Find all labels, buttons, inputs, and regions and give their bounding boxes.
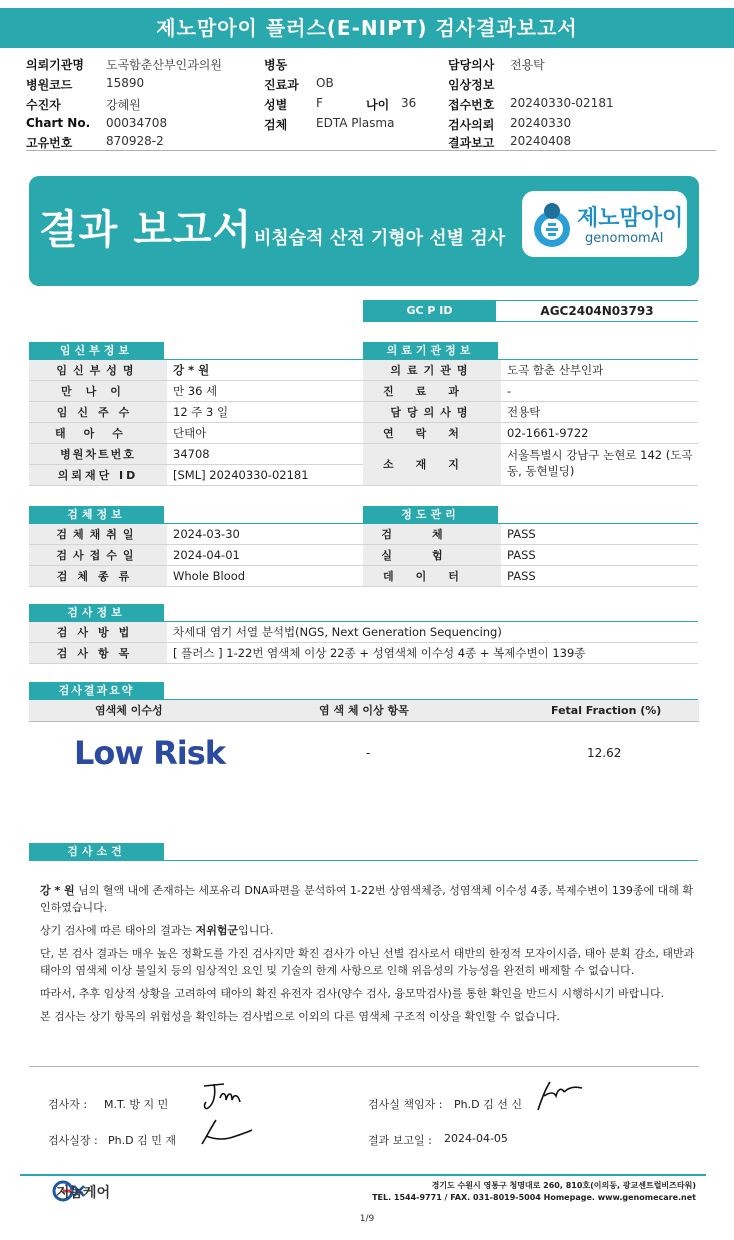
page-number: 1/9	[359, 1214, 375, 1224]
meta-label: 병원코드	[26, 78, 73, 92]
section-pregnant-info: 임신부정보	[29, 342, 164, 360]
row-label: 검사방법	[29, 622, 167, 642]
meta-value: EDTA Plasma	[316, 116, 395, 130]
opinion-p1: 님의 혈액 내에 존재하는 세포유리 DNA파편을 분석하여 1-22번 상염색체증, 성염색체 이수성 4종, 복제수변이 139종에 대해 확인하였습니다.	[40, 884, 693, 914]
section-opinion: 검사소견	[29, 843, 164, 861]
logo-text-kr: 제노맘아이	[577, 206, 684, 231]
header-fetal-fraction: Fetal Fraction (%)	[551, 704, 662, 717]
result-banner	[29, 176, 699, 286]
meta-value: F	[316, 96, 323, 110]
section-summary: 검사결과요약	[29, 682, 164, 700]
summary-header	[29, 700, 699, 722]
row-label: 검체종류	[29, 566, 167, 586]
header-aneuploidy: 염색체 이수성	[95, 704, 163, 717]
meta-label: 접수번호	[448, 98, 495, 112]
meta-divider	[26, 150, 716, 151]
table-row	[29, 423, 363, 444]
meta-value: 36	[401, 96, 417, 110]
banner-title: 결과 보고서	[39, 207, 253, 253]
row-value: 만 36 세	[173, 384, 218, 398]
row-value: 02-1661-9722	[507, 426, 589, 440]
row-label: 실험	[363, 545, 501, 565]
opinion-text	[40, 882, 700, 1031]
tester-signature	[200, 1080, 244, 1114]
row-label: 검체채취일	[29, 524, 167, 544]
row-value: 2024-04-01	[173, 548, 240, 562]
table-row	[363, 423, 698, 444]
table-row	[363, 360, 698, 381]
opinion-p2-post: 입니다.	[238, 924, 274, 937]
section-qc: 정도관리	[363, 506, 498, 524]
meta-label: 결과보고	[448, 136, 495, 150]
table-row	[363, 566, 698, 587]
row-label: 의뢰재단 ID	[29, 465, 167, 485]
row-label: 진료과	[363, 381, 501, 401]
banner-subtitle: 비침습적 산전 기형아 선별 검사	[254, 228, 506, 249]
row-value: [SML] 20240330-02181	[173, 468, 309, 482]
meta-label: 고유번호	[26, 136, 73, 150]
table-row	[29, 622, 698, 643]
meta-value: 00034708	[106, 116, 168, 130]
row-value: 34708	[173, 447, 210, 461]
gcpid-label: GC P ID	[363, 300, 496, 322]
opinion-p2-bold: 저위험군	[195, 924, 239, 937]
row-value: 전용탁	[507, 405, 541, 419]
meta-value: 전용탁	[510, 58, 545, 72]
meta-value: 20240330	[510, 116, 572, 130]
row-value: [ 플러스 ] 1-22번 염색체 이상 22종 + 성염색체 이수성 4종 + 복제수변이 139종	[173, 646, 586, 660]
meta-label: 검체	[264, 118, 288, 132]
meta-label: Chart No.	[26, 116, 91, 130]
meta-label: 의뢰기관명	[26, 58, 84, 72]
section-underline	[29, 860, 698, 861]
logo-text-en: genomomAI	[585, 231, 664, 246]
row-label: 병원차트번호	[29, 444, 167, 464]
report-title: 제노맘아이 플러스(E-NIPT) 검사결과보고서	[0, 8, 734, 48]
meta-value: 20240330-02181	[510, 96, 614, 110]
row-value: 도곡 함춘 산부인과	[507, 363, 604, 377]
section-specimen-info: 검체정보	[29, 506, 164, 524]
lab-chief-label: 검사실장 :	[48, 1134, 98, 1147]
gcpid-value: AGC2404N03793	[496, 300, 698, 322]
report-date-value: 2024-04-05	[444, 1132, 508, 1145]
row-value: 서울특별시 강남구 논현로 142 (도곡	[507, 448, 693, 462]
risk-result: Low Risk	[74, 734, 226, 772]
genomom-logo	[522, 191, 687, 257]
row-label: 소재지	[363, 444, 501, 485]
section-institution-info: 의료기관정보	[363, 342, 498, 360]
row-label: 연락처	[363, 423, 501, 443]
fetal-fraction-value: 12.62	[587, 746, 622, 760]
row-value: 차세대 염기 서열 분석법(NGS, Next Generation Sequencing)	[173, 625, 502, 639]
meta-value: 강혜원	[106, 98, 141, 112]
row-label: 검체	[363, 524, 501, 544]
row-value: PASS	[507, 548, 536, 562]
row-value: 동, 동현빌딩)	[507, 464, 575, 478]
table-row	[29, 381, 363, 402]
footer-address-line1: 경기도 수원시 영통구 청명대로 260, 810호(이의동, 광교센트럴비즈타워)	[431, 1181, 696, 1190]
row-label: 임신부성명	[29, 360, 167, 380]
row-value: 단태아	[173, 426, 207, 440]
meta-label: 병동	[264, 58, 288, 72]
table-row	[29, 545, 363, 566]
meta-label: 나이	[366, 98, 390, 112]
footer-address-line2: TEL. 1544-9771 / FAX. 031-8019-5004 Homepage. www.genomecare.net	[372, 1193, 696, 1202]
lab-chief-name: Ph.D 김 민 재	[108, 1134, 176, 1147]
lab-head-label: 검사실 책임자 :	[368, 1098, 443, 1111]
opinion-p5: 본 검사는 상기 항목의 위험성을 확인하는 검사법으로 이외의 다른 염색체 구조적 이상을 확인할 수 없습니다.	[40, 1010, 560, 1023]
meta-label: 성별	[264, 98, 288, 112]
table-row	[29, 524, 363, 545]
opinion-p4: 따라서, 추후 임상적 상황을 고려하여 태아의 확진 유전자 검사(양수 검사, 융모막검사)를 통한 확인을 반드시 시행하시기 바랍니다.	[40, 987, 665, 1000]
patient-name: 강 * 원	[40, 884, 75, 897]
row-value: 강 * 원	[173, 363, 210, 377]
table-row	[29, 402, 363, 423]
lab-chief-signature	[196, 1114, 256, 1150]
meta-value: OB	[316, 76, 334, 90]
lab-head-name: Ph.D 김 선 신	[454, 1098, 522, 1111]
table-row	[363, 444, 698, 486]
abnormal-items-value: -	[366, 746, 371, 760]
table-row	[29, 643, 698, 664]
row-label: 만나이	[29, 381, 167, 401]
table-row	[29, 444, 363, 465]
section-test-info: 검사정보	[29, 604, 164, 622]
row-label: 데이터	[363, 566, 501, 586]
table-row	[29, 566, 363, 587]
meta-value: 20240408	[510, 134, 572, 148]
meta-label: 담당의사	[448, 58, 495, 72]
row-value: -	[507, 384, 512, 398]
opinion-p2-pre: 상기 검사에 따른 태아의 결과는	[40, 924, 196, 937]
request-meta	[26, 54, 716, 150]
signature-divider	[29, 1066, 699, 1067]
row-value: 12 주 3 일	[173, 405, 229, 419]
tester-label: 검사자 :	[48, 1098, 88, 1111]
row-label: 태아수	[29, 423, 167, 443]
row-label: 검사항목	[29, 643, 167, 663]
meta-value: 15890	[106, 76, 145, 90]
table-row	[363, 381, 698, 402]
footer-address	[372, 1180, 696, 1204]
meta-label: 검사의뢰	[448, 118, 495, 132]
table-row	[363, 402, 698, 423]
row-label: 의료기관명	[363, 360, 501, 380]
table-row	[363, 524, 698, 545]
meta-label: 진료과	[264, 78, 299, 92]
opinion-p3: 단, 본 검사 결과는 매우 높은 정확도를 가진 검사지만 확진 검사가 아닌 선별 검사로서 태반의 한정적 모자이시즘, 태아 분획 감소, 태반과 태아의 염색체 이상 불일치 등의 임상적인 요인 및 기술의 한계 사항으로 인해 위음성의 가능성을 완전히 배제할 수 없습니다.	[40, 947, 695, 977]
meta-value: 도곡함춘산부인과의원	[106, 58, 222, 72]
header-abnormal-items: 염 색 체 이상 항목	[319, 704, 409, 717]
table-row	[363, 545, 698, 566]
table-row	[29, 360, 363, 381]
table-row	[29, 465, 363, 486]
tester-name: M.T. 방 지 민	[104, 1098, 169, 1111]
row-label: 검사접수일	[29, 545, 167, 565]
meta-label: 수진자	[26, 98, 61, 112]
row-value: 2024-03-30	[173, 527, 240, 541]
lab-head-signature	[532, 1078, 588, 1114]
meta-value: 870928-2	[106, 134, 164, 148]
footer-company: 지놈케어	[56, 1185, 111, 1201]
meta-label: 임상정보	[448, 78, 495, 92]
row-label: 임신주수	[29, 402, 167, 422]
report-date-label: 결과 보고일 :	[368, 1134, 432, 1147]
footer-divider	[20, 1174, 706, 1176]
row-label: 담당의사명	[363, 402, 501, 422]
genomom-logo-icon	[530, 199, 574, 251]
row-value: Whole Blood	[173, 569, 246, 583]
row-value: PASS	[507, 569, 536, 583]
row-value: PASS	[507, 527, 536, 541]
